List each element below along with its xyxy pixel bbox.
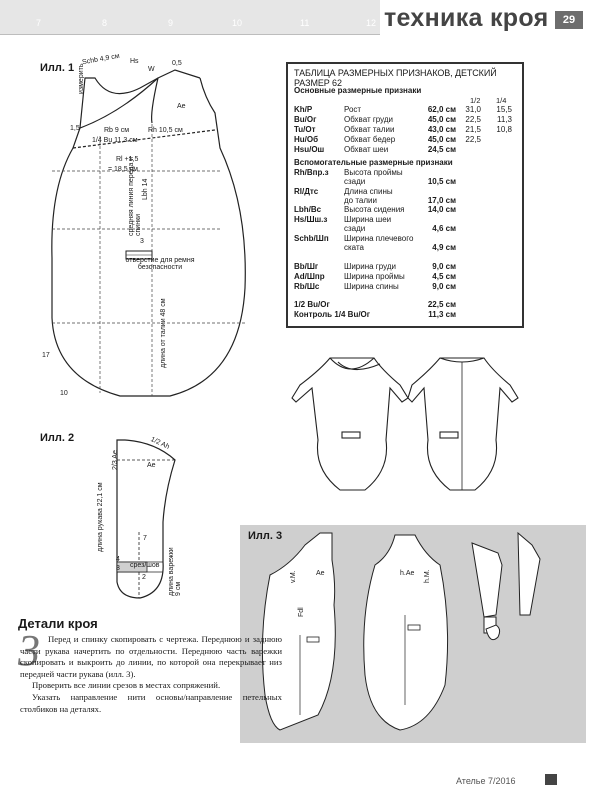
table-row [294, 115, 516, 125]
page-number: 29 [555, 11, 583, 29]
garment-sketch [290, 340, 530, 500]
table-row [294, 168, 516, 188]
ill2-seven-label: 7 [143, 535, 147, 542]
ruler-number: 9 [168, 18, 174, 28]
ill2-cut-label: срез/шов [130, 562, 160, 569]
row-code: Rh/Впр.з [294, 168, 329, 177]
row-value: 4,5 см [432, 272, 456, 281]
row-half: 21,5 [465, 125, 481, 134]
size-table [286, 62, 524, 328]
details-paragraph: Перед и спинку скопировать с чертежа. Переднюю и заднюю части рукава начертить по отдельности. Переднюю часть варежки скопировать и выкроить до линии, по которой она перекрывает низ передней части рукава (илл. 3). [20, 634, 282, 679]
header-ruler [0, 0, 380, 35]
ill3-pieces [240, 525, 586, 743]
row-name: Ширина груди [344, 262, 396, 271]
row-half: 22,5 [465, 135, 481, 144]
row-half: 22,5 [465, 115, 481, 124]
row-code: Hu/Об [294, 135, 319, 144]
row-code: Bb/Шг [294, 262, 319, 271]
row-value: 4,9 см [432, 243, 456, 252]
row-code: Tu/От [294, 125, 316, 134]
row-value: 22,5 см [427, 300, 456, 309]
ruler-number: 10 [232, 18, 243, 28]
ruler-number: 12 [366, 18, 377, 28]
row-name: Обхват груди [344, 115, 394, 124]
table-row [294, 300, 516, 310]
table-row [294, 215, 516, 235]
row-quarter: 15,5 [496, 105, 512, 114]
ill1-rl-value-label: = 18,5 см [108, 166, 138, 173]
ill1-w-label: W [148, 66, 155, 73]
row-code: Bu/Ог [294, 115, 317, 124]
row-name: Обхват талии [344, 125, 395, 134]
ill1-center-line-label: средняя линия переда и спинки [128, 156, 142, 236]
table-row [294, 135, 516, 145]
drop-cap: 3 [18, 626, 40, 675]
ill1-hs-label: Hs [130, 58, 139, 65]
ruler-number: 11 [300, 18, 310, 28]
details-body [20, 634, 282, 715]
row-code: Lbh/Вс [294, 205, 322, 214]
ill1-lbh-label: Lbh 14 [142, 178, 149, 200]
size-table-title: ТАБЛИЦА РАЗМЕРНЫХ ПРИЗНАКОВ, ДЕТСКИЙ РАЗМЕР 62 [294, 68, 497, 88]
row-code: Hs/Шш.з [294, 215, 328, 224]
ill1-d5-label: 0,5 [172, 60, 182, 67]
row-half: 31,0 [465, 105, 481, 114]
row-name: Ширина плечевого [344, 234, 414, 243]
row-value: 17,0 см [427, 196, 456, 205]
ill1-ae-label: Aе [177, 103, 186, 110]
row-code: Schb/Шп [294, 234, 329, 243]
ill2-two-third-label: 2/3 Aе [112, 450, 119, 470]
row-code: 1/2 Bu/Ог [294, 300, 330, 309]
table-row [294, 187, 516, 207]
ill1-hole-label: отверстие для ремня безопасности [125, 257, 195, 271]
ill1-length-label: длина от талии 48 см [160, 298, 167, 368]
ill2-two-label: 2 [142, 574, 146, 581]
row-name: Ширина спины [344, 282, 399, 291]
aux-heading: Вспомогательные размерные признаки [294, 158, 453, 167]
details-title: Детали кроя [18, 616, 98, 631]
col-quarter-header: 1/4 [496, 96, 507, 105]
row-code: Контроль 1/4 Bu/Ог [294, 310, 371, 319]
section-title: техника кроя [384, 4, 549, 32]
row-name: Ширина шеи [344, 215, 392, 224]
ill1-seventeen-label: 17 [42, 352, 50, 359]
row-value: 4,6 см [432, 224, 456, 233]
ill3-panel [240, 525, 586, 743]
row-value: 11,3 см [428, 310, 456, 319]
ill2-sleeve-length-label: длина рукава 22,1 см [97, 482, 104, 552]
row-name-2: до талии [344, 196, 377, 205]
ill1-1-5-label: 1,5 [70, 125, 80, 132]
details-paragraph: Проверить все линии срезов в местах сопряжений. [32, 680, 221, 691]
basic-heading: Основные размерные признаки [294, 86, 422, 95]
ruler-number: 8 [102, 18, 108, 28]
row-name: Обхват бедер [344, 135, 396, 144]
table-row [294, 125, 516, 135]
table-row [294, 310, 516, 320]
footer-text: Ателье 7/2016 [456, 776, 516, 786]
ill1-rb-label: Rb 9 см [104, 127, 130, 134]
ill2-three-label: 3 [116, 565, 120, 572]
row-name: Ширина проймы [344, 272, 405, 281]
ill3-ae-label: Aе [316, 570, 325, 577]
row-value: 9,0 см [432, 282, 456, 291]
row-quarter: 10,8 [496, 125, 512, 134]
row-quarter: 11,3 [497, 115, 512, 124]
row-value: 24,5 см [427, 145, 456, 154]
row-code: Rl/Дтс [294, 187, 319, 196]
row-name: Высота проймы [344, 168, 403, 177]
row-name: Длина спины [344, 187, 393, 196]
row-code: Ad/Шпр [294, 272, 325, 281]
ill1-rh-label: Rh 10,5 см [148, 127, 183, 134]
ill1-schb-label: Schb 4,9 см [81, 52, 121, 67]
ill2-label: Илл. 2 [40, 432, 75, 444]
row-value: 45,0 см [427, 115, 456, 124]
row-value: 10,5 см [427, 177, 456, 186]
ill2-ae-label: Aе [147, 462, 156, 469]
ill2-mitten-label: длина варежки 9 см [168, 547, 182, 596]
ruler-number: 7 [36, 18, 42, 28]
ill3-hm-label: h.M. [424, 569, 431, 583]
row-code: Kh/P [294, 105, 313, 114]
magazine-logo-icon [545, 774, 557, 785]
table-row [294, 205, 516, 215]
ill1-three-label: 3 [140, 238, 144, 245]
table-row [294, 262, 516, 272]
row-name-2: ската [344, 243, 364, 252]
row-name-2: сзади [344, 224, 366, 233]
row-value: 9,0 см [432, 262, 456, 271]
table-row [294, 105, 516, 115]
row-code: Rb/Шс [294, 282, 320, 291]
row-name: Обхват шеи [344, 145, 389, 154]
row-value: 43,0 см [427, 125, 456, 134]
ill1-quarter-bu-label: 1/4 Bu 11,3 см [92, 137, 138, 144]
details-paragraph: Указать направление нити основы/направление петельных столбиков на деталях. [20, 691, 282, 714]
ill1-rl-label: Rl +1,5 [116, 156, 139, 163]
ill3-label: Илл. 3 [248, 530, 283, 542]
table-row [294, 234, 516, 254]
row-name: Рост [344, 105, 362, 114]
row-value: 14,0 см [427, 205, 456, 214]
row-name: Высота сидения [344, 205, 405, 214]
table-row [294, 145, 516, 155]
row-value: 62,0 см [427, 105, 456, 114]
ill3-fdl-label: Fdl [298, 607, 305, 617]
ill1-ten-label: 10 [60, 390, 68, 397]
ill1-label: Илл. 1 [40, 62, 75, 74]
row-code: Hsu/Ош [294, 145, 325, 154]
table-row [294, 272, 516, 282]
row-value: 45,0 см [427, 135, 456, 144]
ill2-four-label: 4 [116, 556, 120, 563]
ill3-vm-label: v.M. [290, 570, 297, 583]
ill2-half-ah-label: 1/2 Ah [149, 436, 171, 451]
row-name-2: сзади [344, 177, 366, 186]
table-row [294, 282, 516, 292]
ill1-measure-label: измерить [78, 63, 85, 94]
ill3-hae-label: h.Aе [400, 570, 415, 577]
col-half-header: 1/2 [470, 96, 481, 105]
